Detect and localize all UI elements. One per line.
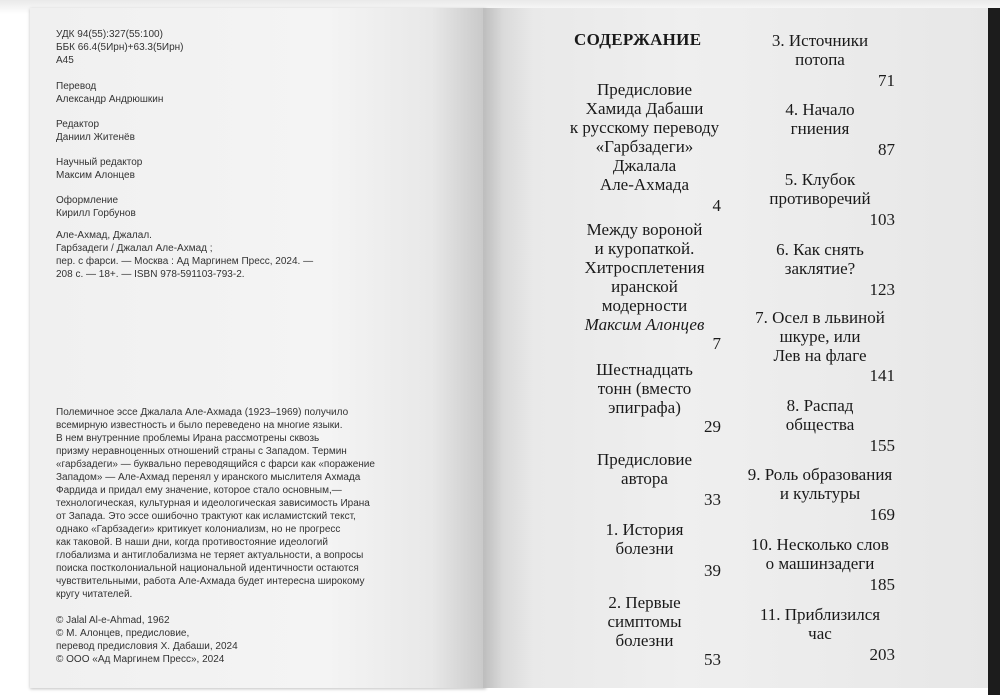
left-page-copyright (30, 8, 486, 688)
title-line: Предисловие (596, 80, 693, 99)
toc-entry (745, 31, 895, 91)
toc-entry-title (568, 360, 721, 417)
title-line: о машинзадеги (765, 554, 875, 573)
credit-name: Даниил Житенёв (56, 132, 135, 143)
toc-entry (745, 396, 895, 456)
title-line: к русскому переводу (569, 118, 720, 137)
credit-name: Кирилл Горбунов (56, 208, 136, 219)
annotation-line: от Запада. Это эссе ошибочно трактуют как исламистский текст, (56, 511, 356, 522)
annotation-line: «гарбзадеги» — буквально переводящийся с фарси как «поражение (56, 459, 375, 470)
credit-role: Редактор (56, 119, 100, 130)
annotation-line: поиска постколониальной национальной идентичности остаются (56, 563, 359, 574)
toc-entry-title (568, 593, 721, 650)
annotation-line: глобализма и антиглобализма не теряет актуальности, а вопросы (56, 550, 364, 561)
title-line: Лев на флаге (773, 346, 867, 365)
toc-entry (568, 520, 721, 581)
title-line: автора (621, 469, 668, 488)
toc-entry-title (745, 396, 895, 434)
title-line: противоречий (769, 189, 871, 208)
title-line: «Гарбзадеги» (595, 137, 694, 156)
toc-entry (745, 535, 895, 595)
toc-entry (745, 605, 895, 665)
toc-entry (745, 308, 895, 386)
title-line: и куропаткой. (594, 239, 695, 258)
title-line: 8. Распад (786, 396, 854, 415)
page-number: 169 (869, 505, 895, 524)
copyright-line: © Jalal Al-e-Ahmad, 1962 (56, 615, 170, 626)
title-line: и культуры (779, 484, 861, 503)
toc-entry (568, 593, 721, 670)
title-line: 3. Источники (771, 31, 869, 50)
toc-entry (568, 360, 721, 437)
toc-entry-title (745, 605, 895, 643)
contents-heading: СОДЕРЖАНИЕ (574, 30, 702, 49)
annotation-line: всемирную известность и было переведено на многие языки. (56, 420, 343, 431)
toc-entry-author: Максим Алонцев (584, 315, 705, 334)
annotation-line: В нем внутренние проблемы Ирана рассмотрены сквозь (56, 433, 320, 444)
toc-entry (745, 100, 895, 160)
credit-name: Максим Алонцев (56, 170, 135, 181)
book-edge (988, 8, 1000, 695)
title-line: час (808, 624, 832, 643)
annotation-line: технологическая, культурная и идеологическая зависимость Ирана (56, 498, 370, 509)
credit-name: Александр Андрюшкин (56, 94, 164, 105)
page-number: 155 (869, 436, 895, 455)
toc-entry (745, 170, 895, 230)
toc-entry-title (745, 308, 895, 365)
annotation-line: кругу читателей. (56, 589, 133, 600)
title-line: Джалала (612, 156, 677, 175)
toc-entry (745, 465, 895, 525)
annotation-line: как таковой. В наши дни, когда противостояние идеологий (56, 537, 328, 548)
toc-entry-title (745, 170, 895, 208)
copyright-line: © ООО «Ад Маргинем Пресс», 2024 (56, 654, 225, 665)
udk-code: УДК 94(55):327(55:100) (56, 29, 163, 40)
toc-entry (568, 450, 721, 510)
annotation-line: Западом» — Але-Ахмад перенял у иранского мыслителя Ахмада (56, 472, 361, 483)
title-line: 2. Первые (608, 593, 681, 612)
title-line: 6. Как снять (776, 240, 864, 259)
page-number: 4 (712, 196, 721, 215)
annotation-line: Фардида и придал ему значение, которое стало основным,— (56, 485, 342, 496)
page-number: 141 (869, 366, 895, 385)
title-line: Шестнадцать (596, 360, 693, 379)
toc-entry-title (745, 100, 895, 138)
bibliography-line: 208 с. — 18+. — ISBN 978-591103-793-2. (56, 269, 245, 280)
title-line: болезни (615, 539, 674, 558)
bibliography-line: Але-Ахмад, Джалал. (56, 230, 152, 241)
title-line: модерности (601, 296, 688, 315)
bibliography-line: Гарбзадеги / Джалал Але-Ахмад ; (56, 243, 213, 254)
title-line: эпиграфа) (608, 398, 681, 417)
toc-entry-title (745, 240, 895, 278)
right-page-contents (483, 8, 988, 688)
title-line: 5. Клубок (784, 170, 856, 189)
credit-role: Перевод (56, 81, 97, 92)
toc-entry-title (568, 80, 721, 194)
annotation-line: однако «Гарбзадеги» критикует колониализм, но не прогресс (56, 524, 341, 535)
title-line: симптомы (607, 612, 682, 631)
copyright-line: перевод предисловия Х. Дабаши, 2024 (56, 641, 238, 652)
credit-role: Научный редактор (56, 157, 143, 168)
title-line: 10. Несколько слов (751, 535, 889, 554)
title-line: тонн (вместо (597, 379, 692, 398)
title-line: 9. Роль образования (747, 465, 893, 484)
title-line: 7. Осел в львиной (755, 308, 885, 327)
page-number: 39 (704, 561, 721, 580)
copyright-line: © М. Алонцев, предисловие, (56, 628, 190, 639)
toc-entry-title (745, 31, 895, 69)
title-line: шкуре, или (779, 327, 861, 346)
toc-entry-title (568, 220, 721, 334)
title-line: 11. Приблизился (759, 605, 881, 624)
bbk-code: ББК 66.4(5Ирн)+63.3(5Ирн) (56, 42, 184, 53)
toc-entry-title (568, 450, 721, 488)
toc-entry (568, 220, 721, 354)
page-number: 33 (704, 490, 721, 509)
title-line: Хитросплетения (584, 258, 705, 277)
credit-role: Оформление (56, 195, 119, 206)
toc-entry-title (745, 535, 895, 573)
page-number: 87 (878, 140, 895, 159)
annotation-line: Полемичное эссе Джалала Але-Ахмада (1923–1969) получило (56, 407, 349, 418)
author-mark: А45 (56, 55, 74, 66)
annotation-line: чувствительными, работа Але-Ахмада будет интересна широкому (56, 576, 365, 587)
page-number: 53 (704, 650, 721, 669)
title-line: Але-Ахмада (599, 175, 690, 194)
page-number: 185 (869, 575, 895, 594)
bibliography-line: пер. с фарси. — Москва : Ад Маргинем Пресс, 2024. — (56, 256, 314, 267)
page-number: 103 (869, 210, 895, 229)
title-line: гниения (790, 119, 850, 138)
title-line: Между вороной (586, 220, 703, 239)
toc-entry (745, 240, 895, 300)
page-number: 29 (704, 417, 721, 436)
title-line: 1. История (605, 520, 684, 539)
toc-entry (568, 80, 721, 216)
page-number: 203 (869, 645, 895, 664)
title-line: болезни (615, 631, 674, 650)
title-line: заклятие? (784, 259, 856, 278)
toc-entry-title (568, 520, 721, 558)
page-number: 71 (878, 71, 895, 90)
title-line: Предисловие (596, 450, 693, 469)
annotation-line: призму неравноценных отношений страны с Западом. Термин (56, 446, 347, 457)
title-line: 4. Начало (785, 100, 855, 119)
title-line: иранской (611, 277, 678, 296)
toc-entry-title (745, 465, 895, 503)
title-line: потопа (795, 50, 845, 69)
page-number: 123 (869, 280, 895, 299)
title-line: Хамида Дабаши (585, 99, 704, 118)
page-number: 7 (712, 334, 721, 353)
title-line: общества (785, 415, 855, 434)
